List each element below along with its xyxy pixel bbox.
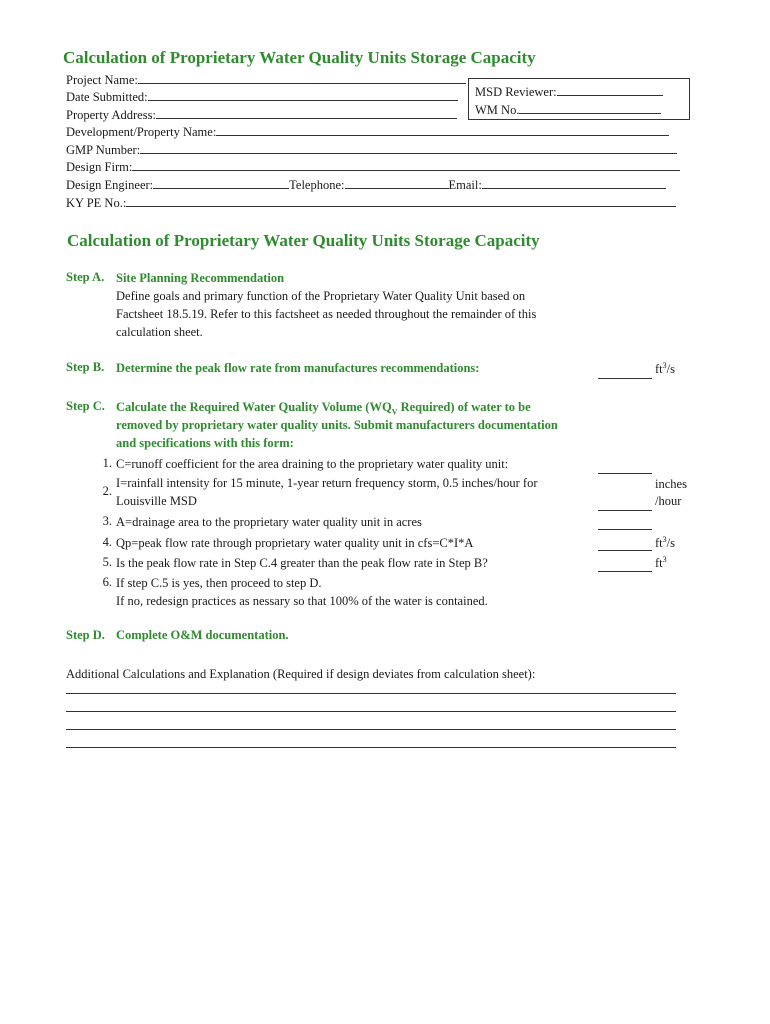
c2-unit-inches: inches — [655, 477, 687, 491]
additional-line-3[interactable] — [66, 729, 676, 730]
property-address-blank[interactable] — [156, 106, 457, 119]
step-b-title: Determine the peak flow rate from manufactures recommendations: — [116, 361, 480, 375]
gmp-number-field[interactable] — [66, 141, 677, 160]
step-b-unit: $ft^3/s$ — [655, 361, 675, 377]
wm-no-label: WM No. — [475, 103, 520, 117]
date-submitted-label: Date Submitted: — [66, 90, 148, 104]
telephone-blank[interactable] — [345, 176, 449, 189]
step-c-title-line-3: and specifications with this form: — [116, 436, 294, 450]
step-b-label: Step B. — [66, 360, 105, 374]
design-firm-field[interactable] — [66, 158, 680, 177]
development-name-label: Development/Property Name: — [66, 125, 217, 139]
development-name-field[interactable] — [66, 123, 669, 142]
step-d-title: Complete O&M documentation. — [116, 628, 289, 642]
msd-reviewer-row[interactable] — [475, 83, 689, 101]
design-firm-blank[interactable] — [132, 158, 680, 171]
step-a-body-line-2: Factsheet 18.5.19. Refer to this factsheet as needed throughout the remainder of this — [116, 307, 537, 321]
c5-answer-blank[interactable] — [598, 571, 652, 572]
design-engineer-label: Design Engineer: — [66, 178, 154, 192]
c4-unit: $ft^3/s$ — [655, 535, 675, 551]
step-a-body-line-1: Define goals and primary function of the Proprietary Water Quality Unit based on — [116, 289, 526, 303]
item-c2-text-line-1: I=rainfall intensity for 15 minute, 1-year return frequency storm, 0.5 inches/hour for — [116, 476, 538, 490]
property-address-field[interactable] — [66, 106, 457, 125]
step-c-label: Step C. — [66, 399, 105, 413]
design-engineer-blank[interactable] — [153, 176, 289, 189]
c1-answer-blank[interactable] — [598, 473, 652, 474]
gmp-number-label: GMP Number: — [66, 143, 141, 157]
c2-unit-hour: /hour — [655, 494, 682, 508]
date-submitted-blank[interactable] — [148, 88, 458, 101]
c3-answer-blank[interactable] — [598, 529, 652, 530]
item-number: 2. — [102, 484, 112, 498]
item-c1-text: C=runoff coefficient for the area draining to the proprietary water quality unit: — [116, 457, 509, 471]
c2-answer-blank[interactable] — [598, 510, 652, 511]
step-b-answer-blank[interactable] — [598, 378, 652, 379]
ky-pe-label: KY PE No.: — [66, 196, 127, 210]
item-number: 4. — [102, 535, 112, 549]
c5-unit: $ft^3$ — [655, 555, 667, 571]
item-c6-text-line-2: If no, redesign practices as nessary so that 100% of the water is contained. — [116, 594, 488, 608]
item-number: 1. — [102, 456, 112, 470]
additional-line-4[interactable] — [66, 747, 676, 748]
project-name-blank[interactable] — [138, 71, 466, 84]
step-c-title-line-2: removed by proprietary water quality units. Submit manufacturers documentation — [116, 418, 558, 432]
project-name-label: Project Name: — [66, 73, 138, 87]
item-c5-text: Is the peak flow rate in Step C.4 greater than the peak flow rate in Step B? — [116, 556, 488, 570]
item-c6-text-line-1: If step C.5 is yes, then proceed to step D. — [116, 576, 322, 590]
msd-reviewer-blank[interactable] — [557, 83, 663, 96]
step-d-label: Step D. — [66, 628, 105, 642]
additional-line-1[interactable] — [66, 693, 676, 694]
item-number: 6. — [102, 575, 112, 589]
section-title: Calculation of Proprietary Water Quality Units Storage Capacity — [67, 231, 540, 250]
msd-reviewer-label: MSD Reviewer: — [475, 85, 557, 99]
item-number: 3. — [102, 514, 112, 528]
email-blank[interactable] — [482, 176, 666, 189]
step-a-title: Site Planning Recommendation — [116, 271, 285, 285]
wm-no-blank[interactable] — [519, 101, 661, 114]
step-a-body-line-3: calculation sheet. — [116, 325, 203, 339]
form-title: Calculation of Proprietary Water Quality Units Storage Capacity — [63, 48, 536, 67]
ky-pe-blank[interactable] — [126, 194, 676, 207]
project-name-field[interactable] — [66, 71, 466, 90]
wm-no-row[interactable] — [475, 101, 689, 119]
additional-heading: Additional Calculations and Explanation (Required if design deviates from calculation sheet): — [66, 667, 536, 681]
additional-line-2[interactable] — [66, 711, 676, 712]
gmp-number-blank[interactable] — [140, 141, 677, 154]
step-a-label: Step A. — [66, 270, 105, 284]
msd-reviewer-box — [468, 78, 690, 120]
item-number: 5. — [102, 555, 112, 569]
design-engineer-row — [66, 176, 666, 195]
item-c3-text: A=drainage area to the proprietary water quality unit in acres — [116, 515, 422, 529]
design-firm-label: Design Firm: — [66, 160, 133, 174]
item-c2-text-line-2: Louisville MSD — [116, 494, 197, 508]
ky-pe-field[interactable] — [66, 194, 676, 213]
step-c-title-line-1: Calculate the Required Water Quality Volume ($WQ_V$ Required) of water to be — [116, 400, 531, 417]
development-name-blank[interactable] — [216, 123, 669, 136]
c4-answer-blank[interactable] — [598, 550, 652, 551]
property-address-label: Property Address: — [66, 108, 156, 122]
telephone-label: Telephone: — [289, 178, 345, 192]
email-label: Email: — [448, 178, 482, 192]
date-submitted-field[interactable] — [66, 88, 458, 107]
item-c4-text: Qp=peak flow rate through proprietary water quality unit in cfs=C*I*A — [116, 536, 474, 550]
